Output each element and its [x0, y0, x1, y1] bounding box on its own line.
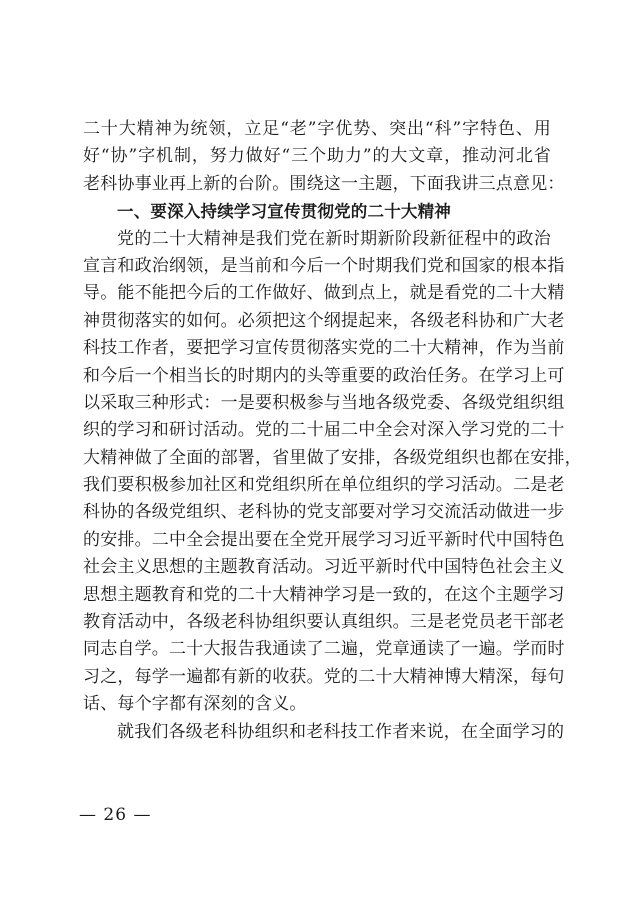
text-line: 的安排。二中全会提出要在全党开展学习习近平新时代中国特色	[83, 529, 565, 550]
text-line: 科协的各级党组织、老科协的党支部要对学习交流活动做进一步	[83, 502, 565, 523]
text-line: 党的二十大精神是我们党在新时期新阶段新征程中的政治	[117, 228, 551, 249]
text-line: 社会主义思想的主题教育活动。习近平新时代中国特色社会主义	[83, 557, 565, 578]
text-line: 导。能不能把今后的工作做好、做到点上，就是看党的二十大精	[83, 283, 565, 304]
text-line: 二十大精神为统领，立足“老”字优势、突出“科”字特色、用	[83, 119, 551, 139]
text-line: 话、每个字都有深刻的含义。	[83, 694, 307, 715]
text-line: 思想主题教育和党的二十大精神学习是一致的，在这个主题学习	[83, 584, 565, 605]
text-line: 好“协”字机制，努力做好“三个助力”的大文章，推动河北省	[83, 146, 551, 167]
section-heading: 一、要深入持续学习宣传贯彻党的二十大精神	[117, 202, 451, 222]
text-line: 教育活动中，各级老科协组织要认真组织。三是老党员老干部老	[83, 612, 565, 633]
text-line: 同志自学。二十大报告我通读了二遍，党章通读了一遍。学而时	[83, 639, 565, 660]
text-line: 以采取三种形式：一是要积极参与当地各级党委、各级党组织组	[83, 392, 565, 413]
text-line: 和今后一个相当长的时期内的头等重要的政治任务。在学习上可	[83, 365, 565, 386]
text-line: 大精神做了全面的部署，省里做了安排，各级党组织也都在安排，	[83, 447, 582, 468]
page-number: — 26 —	[79, 805, 152, 825]
text-line: 习之，每学一遍都有新的收获。党的二十大精神博大精深，每句	[83, 666, 565, 687]
text-line: 神贯彻落实的如何。必须把这个纲提起来，各级老科协和广大老	[83, 310, 565, 331]
text-line: 织的学习和研讨活动。党的二十届二中全会对深入学习党的二十	[83, 420, 565, 441]
text-line: 老科协事业再上新的台阶。围绕这一主题，下面我讲三点意见：	[83, 173, 565, 194]
text-line: 宣言和政治纲领，是当前和今后一个时期我们党和国家的根本指	[83, 255, 565, 276]
text-line: 我们要积极参加社区和党组织所在单位组织的学习活动。二是老	[83, 475, 565, 496]
body-text	[83, 116, 582, 746]
text-line: 科技工作者，要把学习宣传贯彻落实党的二十大精神，作为当前	[83, 338, 565, 359]
text-line: 就我们各级老科协组织和老科技工作者来说，在全面学习的	[117, 721, 565, 742]
